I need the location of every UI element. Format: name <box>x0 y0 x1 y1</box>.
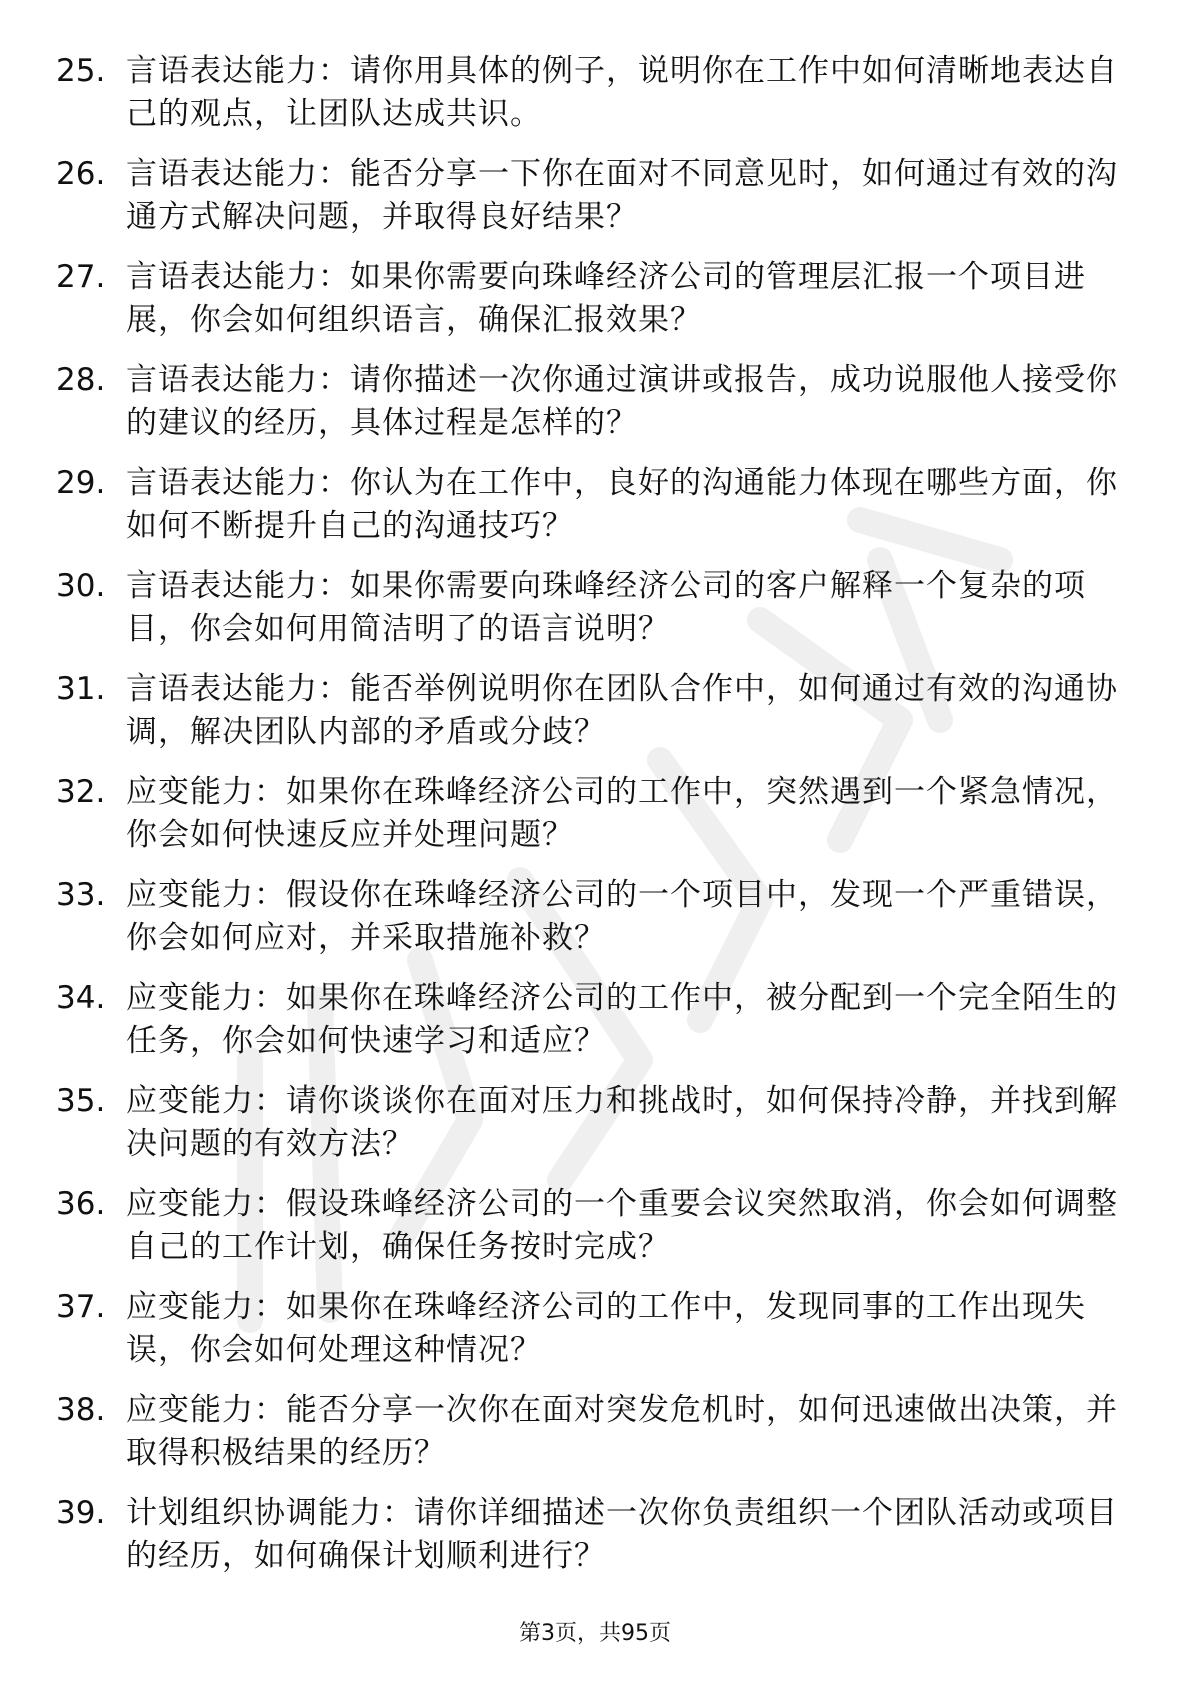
question-text: 应变能力：如果你在珠峰经济公司的工作中，突然遇到一个紧急情况，你会如何快速反应并处理问题？ <box>126 774 1118 853</box>
question-text: 应变能力：假设珠峰经济公司的一个重要会议突然取消，你会如何调整自己的工作计划，确保任务按时完成？ <box>126 1186 1118 1265</box>
question-text: 言语表达能力：如果你需要向珠峰经济公司的客户解释一个复杂的项目，你会如何用简洁明了的语言说明？ <box>126 568 1086 647</box>
question-item <box>56 359 1126 462</box>
question-number: 29. <box>56 465 106 501</box>
question-number: 26. <box>56 156 106 192</box>
question-number: 28. <box>56 362 106 398</box>
question-number: 39. <box>56 1495 106 1531</box>
question-list <box>56 50 1126 1595</box>
question-item <box>56 1080 1126 1183</box>
question-text: 应变能力：能否分享一次你在面对突发危机时，如何迅速做出决策，并取得积极结果的经历？ <box>126 1392 1118 1471</box>
question-text: 应变能力：假设你在珠峰经济公司的一个项目中，发现一个严重错误，你会如何应对，并采取措施补救？ <box>126 877 1118 956</box>
question-number: 34. <box>56 980 106 1016</box>
question-item <box>56 462 1126 565</box>
question-item <box>56 1183 1126 1286</box>
question-text: 言语表达能力：请你描述一次你通过演讲或报告，成功说服他人接受你的建议的经历，具体过程是怎样的？ <box>126 362 1118 441</box>
question-text: 应变能力：请你谈谈你在面对压力和挑战时，如何保持冷静，并找到解决问题的有效方法？ <box>126 1083 1118 1162</box>
question-number: 31. <box>56 671 106 707</box>
question-number: 36. <box>56 1186 106 1222</box>
question-item <box>56 50 1126 153</box>
question-text: 言语表达能力：如果你需要向珠峰经济公司的管理层汇报一个项目进展，你会如何组织语言，确保汇报效果？ <box>126 259 1086 338</box>
question-number: 30. <box>56 568 106 604</box>
question-item <box>56 153 1126 256</box>
question-item <box>56 1286 1126 1389</box>
question-text: 应变能力：如果你在珠峰经济公司的工作中，被分配到一个完全陌生的任务，你会如何快速学习和适应？ <box>126 980 1118 1059</box>
question-text: 言语表达能力：能否举例说明你在团队合作中，如何通过有效的沟通协调，解决团队内部的矛盾或分歧？ <box>126 671 1118 750</box>
question-item <box>56 565 1126 668</box>
question-item <box>56 256 1126 359</box>
question-text: 应变能力：如果你在珠峰经济公司的工作中，发现同事的工作出现失误，你会如何处理这种情况？ <box>126 1289 1086 1368</box>
question-number: 25. <box>56 53 106 89</box>
question-number: 27. <box>56 259 106 295</box>
question-text: 计划组织协调能力：请你详细描述一次你负责组织一个团队活动或项目的经历，如何确保计划顺利进行？ <box>126 1495 1118 1574</box>
question-item <box>56 771 1126 874</box>
page-footer: 第3页，共95页 <box>519 1621 671 1646</box>
question-item <box>56 668 1126 771</box>
question-item <box>56 1389 1126 1492</box>
question-number: 37. <box>56 1289 106 1325</box>
question-number: 33. <box>56 877 106 913</box>
question-item <box>56 1492 1126 1595</box>
question-number: 35. <box>56 1083 106 1119</box>
question-number: 32. <box>56 774 106 810</box>
question-text: 言语表达能力：能否分享一下你在面对不同意见时，如何通过有效的沟通方式解决问题，并取得良好结果？ <box>126 156 1118 235</box>
question-text: 言语表达能力：你认为在工作中，良好的沟通能力体现在哪些方面，你如何不断提升自己的沟通技巧？ <box>126 465 1118 544</box>
question-number: 38. <box>56 1392 106 1428</box>
question-item <box>56 874 1126 977</box>
question-item <box>56 977 1126 1080</box>
question-text: 言语表达能力：请你用具体的例子，说明你在工作中如何清晰地表达自己的观点，让团队达成共识。 <box>126 53 1118 132</box>
